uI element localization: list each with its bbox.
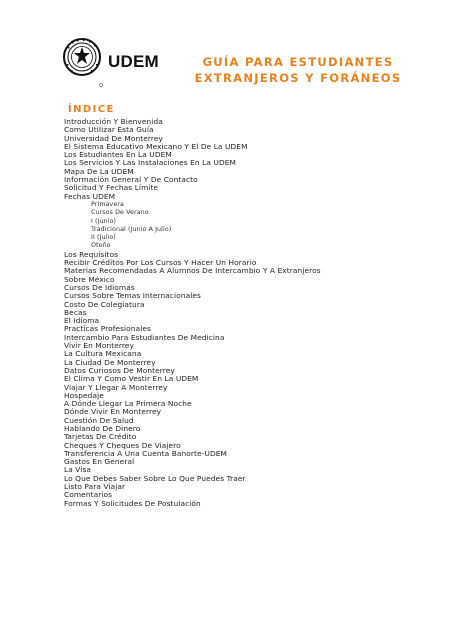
toc-item[interactable]: Los Requisitos: [64, 249, 119, 259]
toc-item[interactable]: Información General Y De Contacto: [64, 175, 198, 185]
toc-item[interactable]: Como Utilizar Esta Guía: [64, 125, 154, 135]
toc-item[interactable]: Los Estudiantes En La UDEM: [64, 150, 172, 160]
document-header: [0, 0, 452, 100]
toc-subitem[interactable]: II (Julio): [91, 234, 116, 242]
udem-seal-logo-icon: [63, 37, 103, 87]
toc-item[interactable]: Tarjetas De Crédito: [64, 432, 137, 442]
toc-subitem[interactable]: I (Junio): [91, 217, 117, 225]
toc-item[interactable]: Los Servicios Y Las Instalaciones En La UDEM: [64, 158, 236, 168]
toc-item[interactable]: Cheques Y Cheques De Viajero: [64, 440, 181, 450]
toc-item[interactable]: Formas Y Solicitudes De Postulación: [64, 498, 201, 508]
toc-item[interactable]: La Ciudad De Monterrey: [64, 357, 156, 367]
toc-item[interactable]: Listo Para Viajar: [64, 482, 126, 492]
toc-item[interactable]: Becas: [64, 307, 87, 317]
toc-subitem[interactable]: Otoño: [91, 242, 111, 250]
toc-item[interactable]: Costo De Colegiatura: [64, 299, 145, 309]
toc-item[interactable]: Solicitud Y Fechas Límite: [64, 183, 159, 193]
toc-item[interactable]: Practicas Profesionales: [64, 324, 151, 334]
udem-logo-wordmark: UDEM: [108, 52, 159, 71]
toc-item[interactable]: Gastos En General: [64, 457, 135, 467]
toc-item[interactable]: El Idioma: [64, 316, 100, 326]
toc-item[interactable]: Viajar Y Llegar A Monterrey: [64, 382, 168, 392]
toc-item[interactable]: Hablando De Dinero: [64, 423, 141, 433]
toc-item[interactable]: Fechas UDEM: [64, 191, 116, 201]
toc-item[interactable]: La Visa: [64, 465, 92, 475]
toc-item[interactable]: Introducción Y Bienvenida: [64, 117, 163, 126]
toc-subitem[interactable]: Cursos De Verano: [91, 209, 149, 217]
toc-item[interactable]: Materias Recomendadas A Alumnos De Intercambio Y A Extranjeros: [64, 266, 321, 276]
toc-item[interactable]: El Sistema Educativo Mexicano Y El De La UDEM: [64, 141, 248, 151]
toc-item[interactable]: La Cultura Mexicana: [64, 349, 142, 359]
toc-item[interactable]: Mapa De La UDEM: [64, 166, 134, 176]
toc-item[interactable]: Dónde Vivir En Monterrey: [64, 407, 162, 417]
toc-item[interactable]: Comentarios: [64, 490, 113, 500]
toc-item[interactable]: Universidad De Monterrey: [64, 133, 163, 143]
toc-item[interactable]: Hospedaje: [64, 390, 104, 400]
toc-item[interactable]: Sobre México: [64, 274, 115, 284]
toc-item[interactable]: Datos Curiosos De Monterrey: [64, 365, 175, 375]
toc-item[interactable]: Transferencia A Una Cuenta Banorte-UDEM: [64, 448, 228, 458]
toc-item[interactable]: Cursos Sobre Temas Internacionales: [64, 291, 201, 301]
toc-item[interactable]: Lo Que Debes Saber Sobre Lo Que Puedes Traer: [64, 473, 246, 483]
toc-item[interactable]: Cuestión De Salud: [64, 415, 134, 425]
toc-item[interactable]: Cursos De Idiomas: [64, 282, 135, 292]
guide-title-line-2: EXTRANJEROS Y FORÁNEOS: [194, 71, 402, 85]
table-of-contents: [64, 118, 444, 508]
guide-title-line-1: GUÍA PARA ESTUDIANTES: [202, 55, 394, 69]
toc-item[interactable]: Intercambio Para Estudiantes De Medicina: [64, 332, 225, 342]
toc-item[interactable]: A Dónde Llegar La Primera Noche: [64, 399, 192, 409]
toc-item[interactable]: Recibir Créditos Por Los Cursos Y Hacer Un Horario: [64, 258, 257, 268]
toc-item[interactable]: Vivir En Monterrey: [64, 341, 134, 351]
toc-subitem[interactable]: Tradicional (Junio A Julio): [91, 225, 172, 233]
toc-item[interactable]: El Clima Y Como Vestir En La UDEM: [64, 374, 199, 384]
toc-subitem[interactable]: Primavera: [91, 200, 124, 208]
index-heading: ÍNDICE: [68, 104, 115, 115]
